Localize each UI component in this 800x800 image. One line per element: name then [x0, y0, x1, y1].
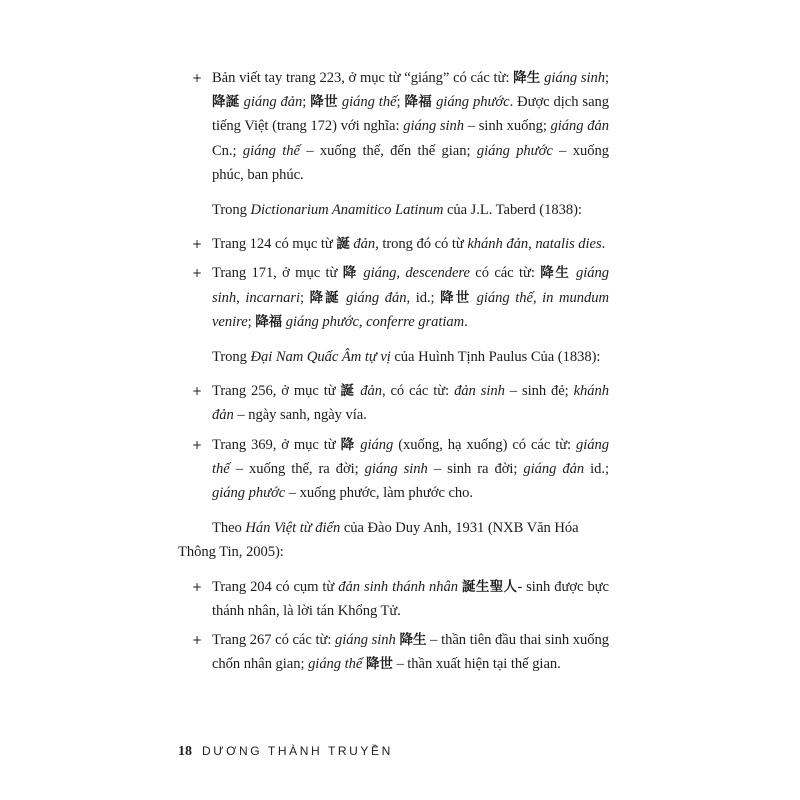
- text-run: ;: [300, 289, 310, 306]
- bullet-item: [178, 379, 609, 427]
- italic-term: giáng phước: [212, 485, 286, 502]
- han-characters: 降生: [513, 70, 541, 86]
- italic-term: giáng: [360, 436, 394, 453]
- text-run: của Huình Tịnh Paulus Của (1838):: [390, 349, 601, 366]
- bullet-item: [178, 261, 609, 334]
- bullet-mark: +: [192, 437, 203, 452]
- italic-term: descendere: [405, 265, 470, 282]
- text-run: ,: [396, 265, 406, 282]
- italic-term: giáng phước: [436, 94, 510, 111]
- han-characters: 降福: [255, 313, 283, 330]
- text-run: .: [601, 236, 606, 253]
- text-run: Theo: [212, 520, 246, 537]
- italic-term: giáng thế: [341, 94, 397, 111]
- bullet-mark: +: [192, 384, 203, 399]
- bullet-item: [178, 232, 609, 256]
- italic-term: in mundum venire: [212, 289, 609, 330]
- italic-term: giáng sinh: [212, 265, 610, 306]
- text-run: ,: [358, 313, 367, 330]
- han-characters: 降: [342, 265, 358, 282]
- text-run: , id.;: [406, 289, 441, 306]
- text-run: Trang 267 có các từ:: [212, 632, 335, 649]
- paragraph: [178, 198, 609, 222]
- han-characters: 降世: [365, 656, 393, 673]
- han-characters: 降世: [310, 94, 338, 111]
- bullet-mark: +: [192, 71, 203, 85]
- text-run: - sinh được bực thánh nhân, là lời tán Khổng Tử.: [212, 578, 609, 619]
- han-characters: 誕生聖人: [462, 578, 518, 595]
- italic-term: đản: [353, 236, 376, 253]
- text-run: Bản viết tay trang 223, ở mục từ “giáng” có các từ:: [212, 70, 514, 86]
- text-run: Trang 171, ở mục từ: [212, 265, 343, 282]
- text-run: id.;: [584, 460, 610, 477]
- bullet-item: [178, 433, 609, 506]
- text-run: – thần xuất hiện tại thế gian.: [392, 656, 561, 673]
- text-run: – xuống phúc, ban phúc.: [212, 142, 609, 183]
- italic-term: giáng sinh: [544, 70, 605, 86]
- italic-term: natalis dies: [535, 236, 602, 253]
- han-characters: 降生: [399, 632, 427, 649]
- italic-term: giáng thế: [476, 289, 533, 306]
- han-characters: 降世: [440, 289, 472, 306]
- italic-term: Hán Việt từ điển: [245, 520, 341, 537]
- italic-term: giáng thế: [308, 656, 363, 673]
- text-run: – xuống phước, làm phước cho.: [285, 485, 473, 502]
- text-run: ;: [302, 94, 311, 111]
- han-characters: 降生: [540, 265, 571, 282]
- italic-term: conferre gratiam: [366, 313, 465, 330]
- text-run: ,: [528, 236, 536, 253]
- italic-term: giáng phước: [476, 142, 553, 159]
- han-characters: 誕: [336, 236, 350, 253]
- text-run: Trang 204 có cụm từ: [212, 578, 339, 595]
- bullet-item: [178, 66, 609, 187]
- han-characters: 誕: [340, 383, 356, 400]
- bullet-item: [178, 628, 609, 676]
- text-run: Trang 369, ở mục từ: [212, 436, 341, 453]
- text-run: – thần tiên đầu thai sinh xuống chốn nhân gian;: [212, 632, 610, 673]
- italic-term: giáng sinh: [364, 460, 428, 477]
- bullet-mark: +: [192, 579, 203, 594]
- text-run: – sinh đẻ;: [504, 383, 574, 400]
- text-run: .: [464, 313, 468, 330]
- paragraph: [178, 345, 609, 369]
- italic-term: incarnari: [245, 289, 301, 306]
- text-run: Trang 256, ở mục từ: [212, 383, 341, 400]
- text-run: có các từ:: [469, 265, 541, 282]
- bullet-mark: +: [192, 237, 203, 252]
- han-characters: 降: [340, 436, 356, 453]
- running-author: DƯƠNG THÀNH TRUYỀN: [202, 744, 393, 758]
- text-run: Cn.;: [212, 142, 243, 159]
- text-run: , trong đó có từ: [375, 236, 468, 253]
- italic-term: Dictionarium Anamitico Latinum: [250, 202, 444, 219]
- text-run: ,: [236, 289, 246, 306]
- text-run: ;: [396, 94, 405, 111]
- italic-term: khánh đản: [212, 383, 610, 424]
- text-run: – xuống thế, ra đời;: [229, 460, 365, 477]
- italic-term: đản sinh: [454, 383, 505, 400]
- han-characters: 降福: [404, 94, 433, 111]
- italic-term: giáng sinh: [335, 632, 396, 649]
- text-run: Trang 124 có mục từ: [212, 236, 337, 253]
- italic-term: giáng đản: [243, 94, 303, 111]
- text-run: ;: [247, 313, 256, 330]
- text-run: của Đào Duy Anh, 1931 (NXB Văn Hóa Thông Tin, 2005):: [178, 520, 579, 561]
- italic-term: Đại Nam Quấc Âm tự vị: [250, 349, 391, 366]
- italic-term: giáng thế: [212, 436, 609, 477]
- page-body: [178, 66, 609, 681]
- text-run: Trong: [212, 349, 251, 366]
- text-run: Trong: [212, 202, 251, 219]
- italic-term: giáng thế: [242, 142, 300, 159]
- italic-term: giáng sinh: [403, 118, 465, 135]
- italic-term: giáng: [363, 265, 397, 282]
- paragraph: [178, 516, 609, 564]
- italic-term: giáng đản: [523, 460, 585, 477]
- han-characters: 降誕: [309, 289, 341, 306]
- text-run: – ngày sanh, ngày vía.: [233, 407, 367, 424]
- text-run: – xuống thế, đến thế gian;: [299, 142, 477, 159]
- text-run: của J.L. Taberd (1838):: [443, 202, 582, 219]
- text-run: ;: [604, 70, 609, 86]
- text-run: (xuống, hạ xuống) có các từ:: [393, 436, 576, 453]
- han-characters: 降誕: [212, 94, 240, 111]
- page-number: 18: [178, 744, 192, 759]
- italic-term: giáng phước: [285, 313, 359, 330]
- text-run: . Được dịch sang tiếng Việt (trang 172) với nghĩa:: [212, 94, 609, 135]
- italic-term: khánh đản: [467, 236, 529, 253]
- italic-term: giáng đản: [346, 289, 407, 306]
- bullet-item: [178, 575, 609, 623]
- text-run: – sinh xuống;: [464, 118, 551, 135]
- italic-term: đản: [360, 383, 382, 400]
- italic-term: đản sinh thánh nhân: [338, 578, 459, 595]
- italic-term: giáng đản: [550, 118, 609, 135]
- text-run: ,: [532, 289, 543, 306]
- text-run: , có các từ:: [381, 383, 455, 400]
- text-run: – sinh ra đời;: [427, 460, 524, 477]
- bullet-mark: +: [192, 266, 203, 281]
- page-footer: [178, 744, 393, 760]
- bullet-mark: +: [192, 633, 203, 648]
